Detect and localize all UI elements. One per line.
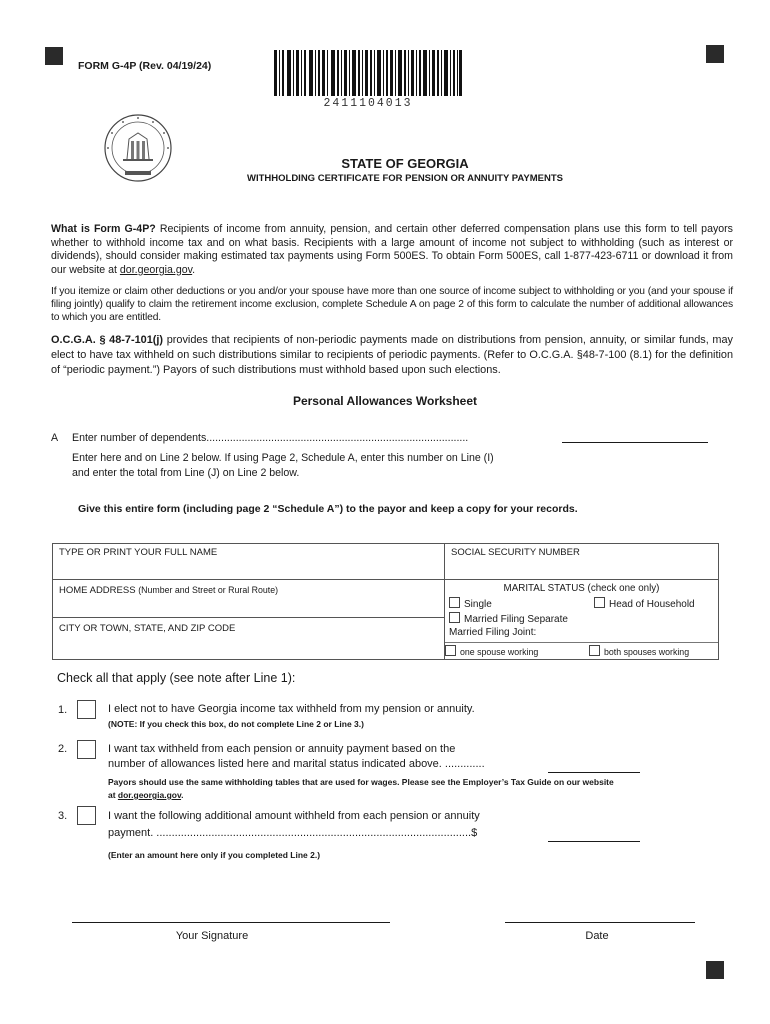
- intro-text: Recipients of income from annuity, pension, and certain other deferred compensation plans use this form to tell payors whether to withhold income tax and on what basis. Recipients with a large amount of income not subject to withholding (such as interest or dividends), should consider making estimated tax payments using Form 500ES. To obtain Form 500ES, call 1-877-423-6711 or download it from our website at: [51, 223, 733, 276]
- intro-question: What is Form G-4P?: [51, 223, 156, 235]
- item3-note: (Enter an amount here only if you completed Line 2.): [108, 850, 321, 860]
- barcode-icon: [274, 50, 462, 96]
- item1-number: 1.: [58, 704, 68, 716]
- item1-note: (NOTE: If you check this box, do not complete Line 2 or Line 3.): [108, 719, 364, 729]
- item1-text: I elect not to have Georgia income tax withheld from my pension or annuity.: [108, 703, 475, 715]
- dependents-input-line[interactable]: [562, 426, 708, 443]
- name-label: TYPE OR PRINT YOUR FULL NAME: [59, 547, 218, 558]
- barcode-number: 2411104013: [323, 97, 413, 110]
- line-a-sub2: and enter the total from Line (J) on Line 2 below.: [72, 467, 300, 479]
- marital-label: MARITAL STATUS (check one only): [503, 583, 660, 594]
- signature-line[interactable]: [72, 906, 390, 923]
- no-withholding-checkbox[interactable]: [77, 700, 96, 719]
- date-line[interactable]: [505, 906, 695, 923]
- line-a-letter: A: [51, 432, 59, 444]
- married-joint-label: Married Filing Joint:: [449, 627, 537, 638]
- city-label: CITY OR TOWN, STATE, AND ZIP CODE: [59, 623, 236, 634]
- personal-info-table: [52, 543, 719, 660]
- item3-number: 3.: [58, 810, 68, 822]
- additional-amount-input-line[interactable]: [548, 826, 640, 842]
- item2-number: 2.: [58, 743, 68, 755]
- item2-note1: Payors should use the same withholding tables that are used for wages. Please see the Employer’s Tax Guide on our website: [108, 777, 614, 787]
- itemize-paragraph: If you itemize or claim other deductions or you and/or your spouse have more than one source of income subject to withholding or you (and your spouse if filing jointly) qualify to claim the retirement income exclusion, complete Schedule A on page 2 of this form to calculate the number of additional allowances to which you are entitled.: [51, 286, 733, 324]
- line-a-sub1: Enter here and on Line 2 below. If using Page 2, Schedule A, enter this number on Line (I): [72, 452, 494, 464]
- one-spouse-label: one spouse working: [460, 647, 539, 657]
- both-spouses-label: both spouses working: [604, 647, 690, 657]
- address-hint: (Number and Street or Rural Route): [138, 585, 279, 595]
- line-a-text: Enter number of dependents.........................................................................................: [72, 432, 469, 444]
- married-separate-option[interactable]: [449, 612, 714, 627]
- ocga-citation: O.C.G.A. § 48-7-101(j): [51, 334, 164, 346]
- item2-note2-end: .: [181, 790, 184, 800]
- item2-note2-prefix: at: [108, 790, 118, 800]
- item2-note2: [108, 790, 183, 800]
- additional-amount-checkbox[interactable]: [77, 806, 96, 825]
- item3-line1: I want the following additional amount withheld from each pension or annuity: [108, 810, 480, 822]
- single-label: Single: [464, 599, 492, 610]
- registration-mark-bottom-right: [706, 961, 724, 979]
- both-spouses-option[interactable]: [589, 645, 689, 657]
- give-instruction: Give this entire form (including page 2 “Schedule A”) to the payor and keep a copy for your records.: [78, 503, 578, 515]
- address-label: HOME ADDRESS: [59, 585, 136, 596]
- withhold-allowances-checkbox[interactable]: [77, 740, 96, 759]
- allowances-input-line[interactable]: [548, 757, 640, 773]
- head-of-household-option[interactable]: [594, 597, 695, 610]
- marital-status-box: [445, 580, 719, 660]
- item2-line1: I want tax withheld from each pension or annuity payment based on the: [108, 743, 456, 755]
- address-field[interactable]: [53, 580, 445, 618]
- intro-end: .: [192, 263, 196, 276]
- state-title: STATE OF GEORGIA: [341, 156, 469, 171]
- signature-label: Your Signature: [175, 930, 249, 942]
- registration-mark-top-right: [706, 45, 724, 63]
- both-spouses-checkbox[interactable]: [589, 645, 600, 656]
- ssn-label: SOCIAL SECURITY NUMBER: [451, 547, 580, 558]
- married-separate-label: Married Filing Separate: [464, 614, 568, 625]
- city-field[interactable]: [53, 618, 445, 660]
- head-of-household-label: Head of Household: [609, 599, 695, 610]
- ocga-paragraph: [51, 333, 733, 378]
- one-spouse-option[interactable]: [445, 645, 538, 657]
- married-separate-checkbox[interactable]: [449, 612, 460, 623]
- worksheet-heading: Personal Allowances Worksheet: [292, 394, 478, 408]
- registration-mark-top-left: [45, 47, 63, 65]
- head-of-household-checkbox[interactable]: [594, 597, 605, 608]
- item2-line2: number of allowances listed here and marital status indicated above. .............: [108, 758, 485, 770]
- dor-website-link-2[interactable]: dor.georgia.gov: [117, 790, 182, 800]
- ssn-field[interactable]: [445, 544, 719, 580]
- single-option[interactable]: [449, 597, 492, 610]
- check-heading: Check all that apply (see note after Line 1):: [57, 671, 296, 685]
- ocga-text: provides that recipients of non-periodic payments made on distributions from pension, annuity, or similar funds, may elect to have tax withheld on such distributions similar to recipients of periodic payments. (Refer to O.C.G.A. §48-7-100 (8.1) for the definition of “periodic payment.”) Payors of such distributions must withhold based upon such elections.: [51, 334, 733, 376]
- single-checkbox[interactable]: [449, 597, 460, 608]
- name-field[interactable]: [53, 544, 445, 580]
- intro-paragraph: [51, 223, 733, 277]
- date-label: Date: [585, 930, 609, 942]
- item3-line2: payment. .......................................................................................................$: [108, 827, 478, 839]
- form-subtitle: WITHHOLDING CERTIFICATE FOR PENSION OR ANNUITY PAYMENTS: [247, 173, 563, 184]
- dor-website-link[interactable]: dor.georgia.gov: [119, 263, 193, 276]
- one-spouse-checkbox[interactable]: [445, 645, 456, 656]
- form-number: FORM G-4P (Rev. 04/19/24): [78, 60, 212, 72]
